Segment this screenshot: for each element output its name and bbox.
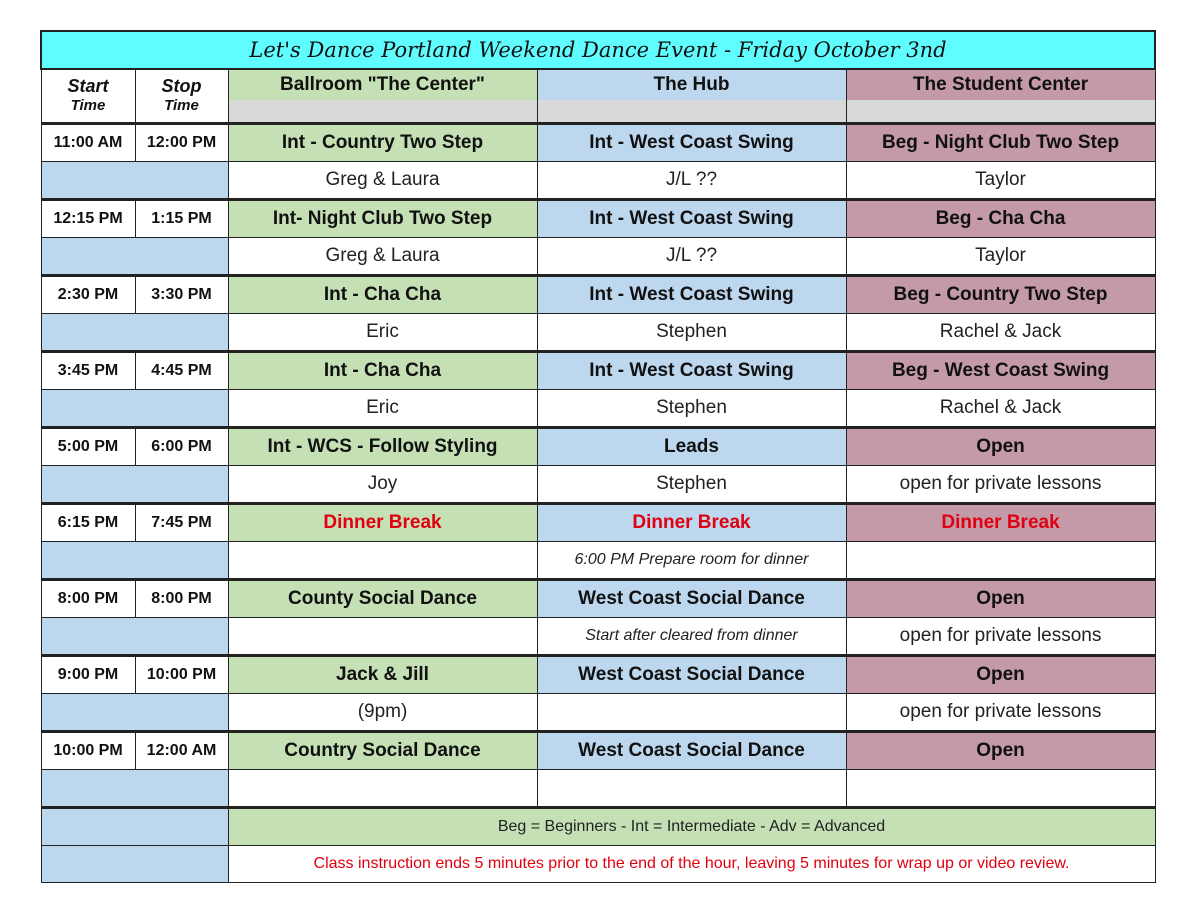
class-cell-student-center: Beg - West Coast Swing <box>846 352 1155 390</box>
stop-time-cell: 3:30 PM <box>135 276 228 314</box>
class-cell-hub: Dinner Break <box>537 504 846 542</box>
detail-row <box>41 390 1155 428</box>
time-spacer-cell <box>41 770 228 808</box>
detail-cell-hub <box>537 694 846 732</box>
page-title: Let's Dance Portland Weekend Dance Event - Friday October 3nd <box>41 31 1155 69</box>
stop-label: Stop <box>161 76 202 96</box>
header-gap <box>847 100 1155 122</box>
class-cell-student-center: Beg - Cha Cha <box>846 200 1155 238</box>
class-cell-student-center: Dinner Break <box>846 504 1155 542</box>
detail-cell-hub <box>537 770 846 808</box>
detail-cell-student-center: open for private lessons <box>846 466 1155 504</box>
detail-cell-hub: J/L ?? <box>537 238 846 276</box>
header-gap <box>229 100 537 122</box>
detail-row <box>41 542 1155 580</box>
stop-time-cell: 10:00 PM <box>135 656 228 694</box>
room-header-hub <box>537 69 846 124</box>
start-label: Start <box>67 76 109 96</box>
detail-row <box>41 314 1155 352</box>
time-slot-row <box>41 124 1155 162</box>
time-slot-row <box>41 504 1155 542</box>
class-cell-hub: Int - West Coast Swing <box>537 276 846 314</box>
start-time-cell: 6:15 PM <box>41 504 135 542</box>
stop-time-cell: 12:00 PM <box>135 124 228 162</box>
room-header-ballroom <box>228 69 537 124</box>
stop-time-header <box>135 69 228 124</box>
time-spacer-cell <box>41 314 228 352</box>
detail-cell-ballroom <box>228 770 537 808</box>
footer-spacer-cell <box>41 808 228 846</box>
time-spacer-cell <box>41 618 228 656</box>
class-cell-ballroom: Int - Cha Cha <box>228 352 537 390</box>
policy-row <box>41 846 1155 883</box>
level-legend: Beg = Beginners - Int = Intermediate - Adv = Advanced <box>228 808 1155 846</box>
footer-spacer-cell <box>41 846 228 883</box>
stop-time-cell: 1:15 PM <box>135 200 228 238</box>
class-cell-student-center: Open <box>846 428 1155 466</box>
class-cell-ballroom: Country Social Dance <box>228 732 537 770</box>
detail-cell-ballroom: Eric <box>228 314 537 352</box>
time-spacer-cell <box>41 238 228 276</box>
class-cell-hub: Int - West Coast Swing <box>537 200 846 238</box>
detail-cell-ballroom: (9pm) <box>228 694 537 732</box>
start-time-cell: 8:00 PM <box>41 580 135 618</box>
detail-cell-student-center: Rachel & Jack <box>846 390 1155 428</box>
start-time-cell: 3:45 PM <box>41 352 135 390</box>
legend-row <box>41 808 1155 846</box>
class-cell-student-center: Open <box>846 656 1155 694</box>
time-slot-row <box>41 276 1155 314</box>
start-time-cell: 2:30 PM <box>41 276 135 314</box>
detail-cell-student-center: Taylor <box>846 238 1155 276</box>
room-label-ballroom: Ballroom "The Center" <box>229 70 537 100</box>
detail-row <box>41 238 1155 276</box>
class-cell-hub: West Coast Social Dance <box>537 732 846 770</box>
detail-cell-ballroom <box>228 618 537 656</box>
class-cell-hub: West Coast Social Dance <box>537 580 846 618</box>
start-time-cell: 9:00 PM <box>41 656 135 694</box>
detail-row <box>41 162 1155 200</box>
detail-cell-student-center: open for private lessons <box>846 694 1155 732</box>
detail-cell-student-center <box>846 770 1155 808</box>
detail-cell-student-center: Rachel & Jack <box>846 314 1155 352</box>
time-spacer-cell <box>41 466 228 504</box>
instruction-policy-note: Class instruction ends 5 minutes prior to the end of the hour, leaving 5 minutes for wrap up or video review. <box>228 846 1155 883</box>
class-cell-ballroom: Int - Country Two Step <box>228 124 537 162</box>
time-slot-row <box>41 200 1155 238</box>
start-sub-label: Time <box>70 97 106 114</box>
room-label-hub: The Hub <box>538 70 846 100</box>
class-cell-hub: Int - West Coast Swing <box>537 124 846 162</box>
detail-cell-ballroom <box>228 542 537 580</box>
time-spacer-cell <box>41 694 228 732</box>
header-gap <box>538 100 846 122</box>
time-slot-row <box>41 580 1155 618</box>
class-cell-hub: Leads <box>537 428 846 466</box>
start-time-cell: 11:00 AM <box>41 124 135 162</box>
detail-row <box>41 770 1155 808</box>
time-slot-row <box>41 656 1155 694</box>
detail-cell-hub: Stephen <box>537 390 846 428</box>
start-time-cell: 5:00 PM <box>41 428 135 466</box>
detail-row <box>41 618 1155 656</box>
class-cell-ballroom: County Social Dance <box>228 580 537 618</box>
time-slot-row <box>41 732 1155 770</box>
room-label-student-center: The Student Center <box>847 70 1155 100</box>
header-row <box>41 69 1155 124</box>
class-cell-student-center: Beg - Night Club Two Step <box>846 124 1155 162</box>
class-cell-student-center: Beg - Country Two Step <box>846 276 1155 314</box>
class-cell-ballroom: Jack & Jill <box>228 656 537 694</box>
detail-cell-ballroom: Greg & Laura <box>228 238 537 276</box>
detail-cell-student-center: open for private lessons <box>846 618 1155 656</box>
title-row <box>41 31 1155 69</box>
detail-cell-hub: Start after cleared from dinner <box>537 618 846 656</box>
detail-row <box>41 466 1155 504</box>
class-cell-ballroom: Int- Night Club Two Step <box>228 200 537 238</box>
detail-cell-student-center: Taylor <box>846 162 1155 200</box>
class-cell-ballroom: Int - Cha Cha <box>228 276 537 314</box>
class-cell-hub: Int - West Coast Swing <box>537 352 846 390</box>
stop-time-cell: 7:45 PM <box>135 504 228 542</box>
stop-sub-label: Time <box>164 97 199 114</box>
time-spacer-cell <box>41 542 228 580</box>
time-slot-row <box>41 428 1155 466</box>
class-cell-ballroom: Int - WCS - Follow Styling <box>228 428 537 466</box>
detail-cell-hub: Stephen <box>537 314 846 352</box>
stop-time-cell: 4:45 PM <box>135 352 228 390</box>
stop-time-cell: 12:00 AM <box>135 732 228 770</box>
class-cell-ballroom: Dinner Break <box>228 504 537 542</box>
start-time-cell: 10:00 PM <box>41 732 135 770</box>
detail-cell-hub: J/L ?? <box>537 162 846 200</box>
stop-time-cell: 8:00 PM <box>135 580 228 618</box>
detail-cell-hub: Stephen <box>537 466 846 504</box>
time-spacer-cell <box>41 390 228 428</box>
schedule-table <box>40 30 1156 883</box>
class-cell-student-center: Open <box>846 732 1155 770</box>
class-cell-student-center: Open <box>846 580 1155 618</box>
stop-time-cell: 6:00 PM <box>135 428 228 466</box>
start-time-header <box>41 69 135 124</box>
detail-cell-ballroom: Joy <box>228 466 537 504</box>
time-slot-row <box>41 352 1155 390</box>
start-time-cell: 12:15 PM <box>41 200 135 238</box>
detail-cell-hub: 6:00 PM Prepare room for dinner <box>537 542 846 580</box>
time-spacer-cell <box>41 162 228 200</box>
room-header-student-center <box>846 69 1155 124</box>
detail-row <box>41 694 1155 732</box>
detail-cell-ballroom: Eric <box>228 390 537 428</box>
detail-cell-student-center <box>846 542 1155 580</box>
detail-cell-ballroom: Greg & Laura <box>228 162 537 200</box>
class-cell-hub: West Coast Social Dance <box>537 656 846 694</box>
